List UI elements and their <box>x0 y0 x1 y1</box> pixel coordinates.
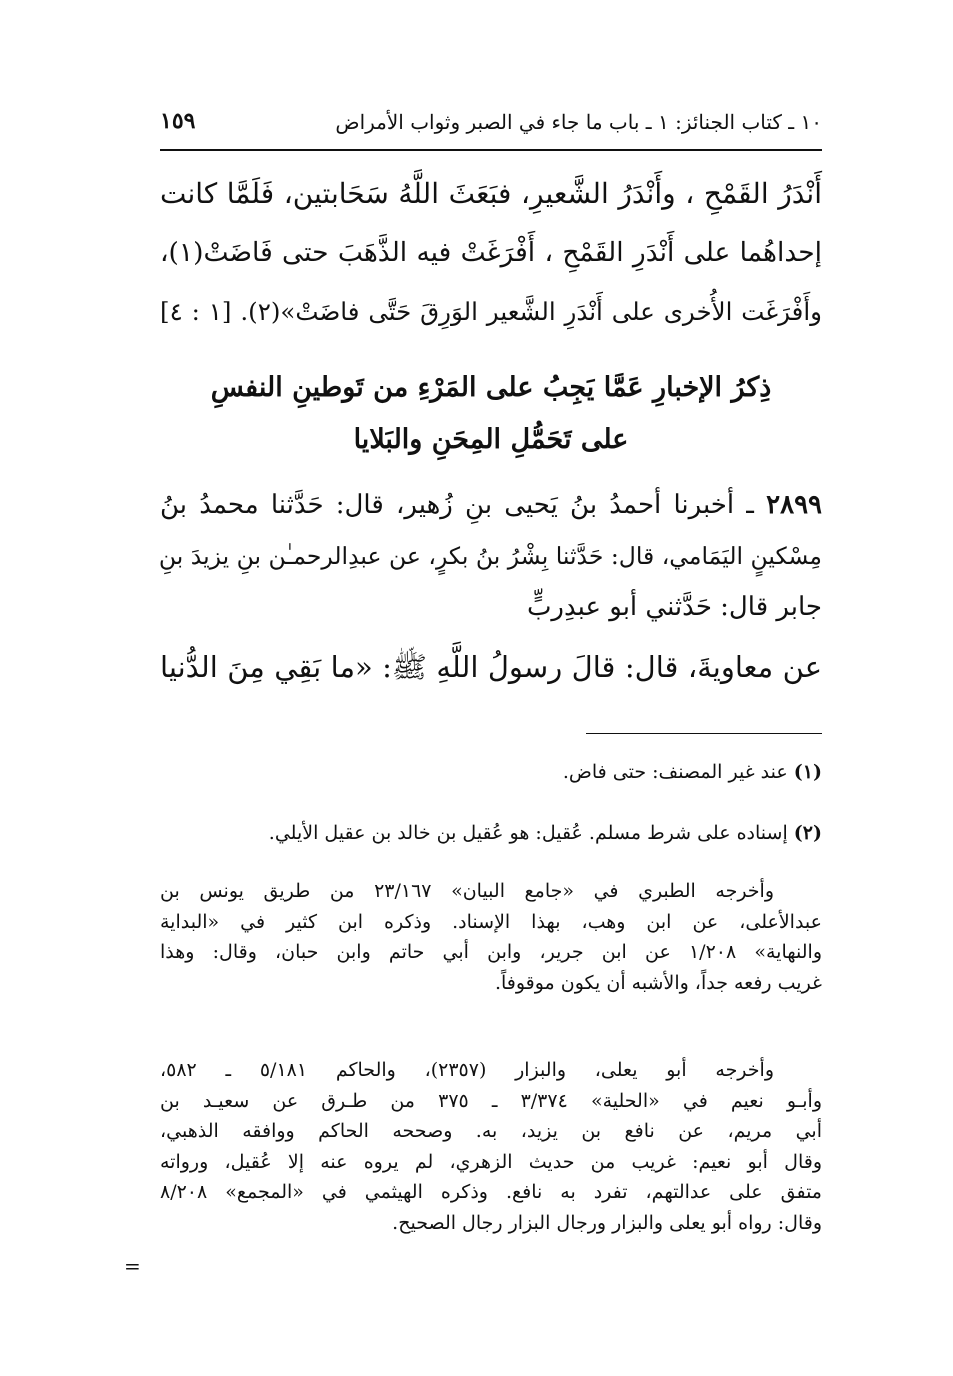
paragraph-line: وقال: رواه أبو يعلى والبزار ورجال البزار رجال الصحيح. <box>392 1211 822 1234</box>
footnote-text: عند غير المصنف: حتى فاض. <box>562 761 788 783</box>
hadith-line <box>160 480 822 531</box>
hadith-number: ٢٨٩٩ <box>766 490 822 520</box>
paragraph-line: متفق على عدالتهم، تفرد به نافع. وذكره الهيثمي في «المجمع» ٨/٢٠٨ <box>160 1181 822 1203</box>
hadith-matn <box>160 642 822 692</box>
continuation-marker: = <box>124 1254 141 1278</box>
footnote-text: إسناده على شرط مسلم. عُقيل: هو عُقيل بن خالد بن عقيل الأيلي. <box>268 822 788 844</box>
paragraph-line: وأبـو نعيم في «الحلية» ٣/٣٧٤ ـ ٣٧٥ من طـرق عن سعيـد بن <box>160 1089 822 1112</box>
paragraph-line: وأخرجه الطبري في «جامع البيان» ٢٣/١٦٧ من طريق يونس بن <box>160 880 775 902</box>
section-heading-line-2: على تَحَمُّلِ المِحَنِ والبَلايا <box>353 424 629 455</box>
hadith-line: عن معاويةَ، قال: قالَ رسولُ اللَّهِ ﷺ: «ما بَقِي مِنَ الدُّنيا <box>160 650 822 684</box>
main-text-line: وأَفْرَغَت الأُخرى على أَنْدَرِ الشَّعير الوَرِقَ حَتَّى فاضَتْ»(٢). [١ : ٤] <box>160 297 822 326</box>
paragraph-line: وقال أبو نعيم: غريب من حديث الزهري، لم يروه عنه إلا عُقيل، ورواته <box>160 1150 822 1173</box>
paragraph-line: عبدالأعلى، عن ابن وهب، بهذا الإسناد. وذكره ابن كثير في «البداية <box>160 910 822 933</box>
paragraph-line: والنهاية» ١/٢٠٨ عن ابن جرير، وابن أبي حاتم وابن حبان، وقال: وهذا <box>160 941 822 963</box>
running-header <box>160 104 822 144</box>
hadith-line: جابر قال: حَدَّثني أبو عبدِربٍّ <box>526 592 822 622</box>
footnote-1 <box>160 757 822 787</box>
footnote-number: (١) <box>793 761 822 783</box>
header-title: ١٠ ـ كتاب الجنائز: ١ ـ باب ما جاء في الصبر وثواب الأمراض <box>335 110 822 134</box>
section-heading-line-1: ذِكرُ الإخبارِ عَمَّا يَجِبُ على المَرْءِ من تَوطينِ النفسِ <box>210 372 772 403</box>
page-number: ١٥٩ <box>160 108 196 134</box>
hadith-line: مِسْكينٍ اليَمَامي، قال: حَدَّثنا بِشْرُ بنُ بكرٍ، عن عبدِالرحمـٰن بنِ يزيدَ بنِ <box>158 542 822 570</box>
main-text-line: أَنْدَرُ القَمْحِ ، وأَنْدَرُ الشَّعيرِ، فبَعَثَ اللَّهُ سَحَابتين، فَلَمَّا كانت <box>160 177 822 210</box>
footnote-separator <box>586 733 822 734</box>
paragraph-line: وأخرجه أبو يعلى، والبزار (٢٣٥٧)، والحاكم ٥/١٨١ ـ ٥٨٢، <box>160 1059 774 1081</box>
footnote-paragraph-1 <box>160 876 822 998</box>
main-text <box>160 164 822 341</box>
paragraph-line: أبي مريم، عن نافع بن يزيد، به. وصححه الحاكم ووافقه الذهبي، <box>160 1120 822 1142</box>
header-rule <box>160 149 822 151</box>
section-heading <box>160 362 822 466</box>
footnote-number: (٢) <box>793 822 822 844</box>
main-text-line: إحداهُما على أَنْدَرِ القَمْحِ ، أَفْرَغَتْ فيه الذَّهَبَ حتى فَاضَتْ(١)، <box>160 237 822 268</box>
paragraph-line: غريب رفعه جداً، والأشبه أن يكون موقوفاً. <box>494 971 822 994</box>
hadith-block <box>160 480 822 633</box>
footnote-paragraph-2 <box>160 1055 822 1238</box>
footnote-2 <box>160 818 822 848</box>
hadith-line-1-text: ـ أخبرنا أحمدُ بنُ يَحيى بنِ زُهير، قال: حَدَّثنا محمدُ بنُ <box>160 490 767 520</box>
